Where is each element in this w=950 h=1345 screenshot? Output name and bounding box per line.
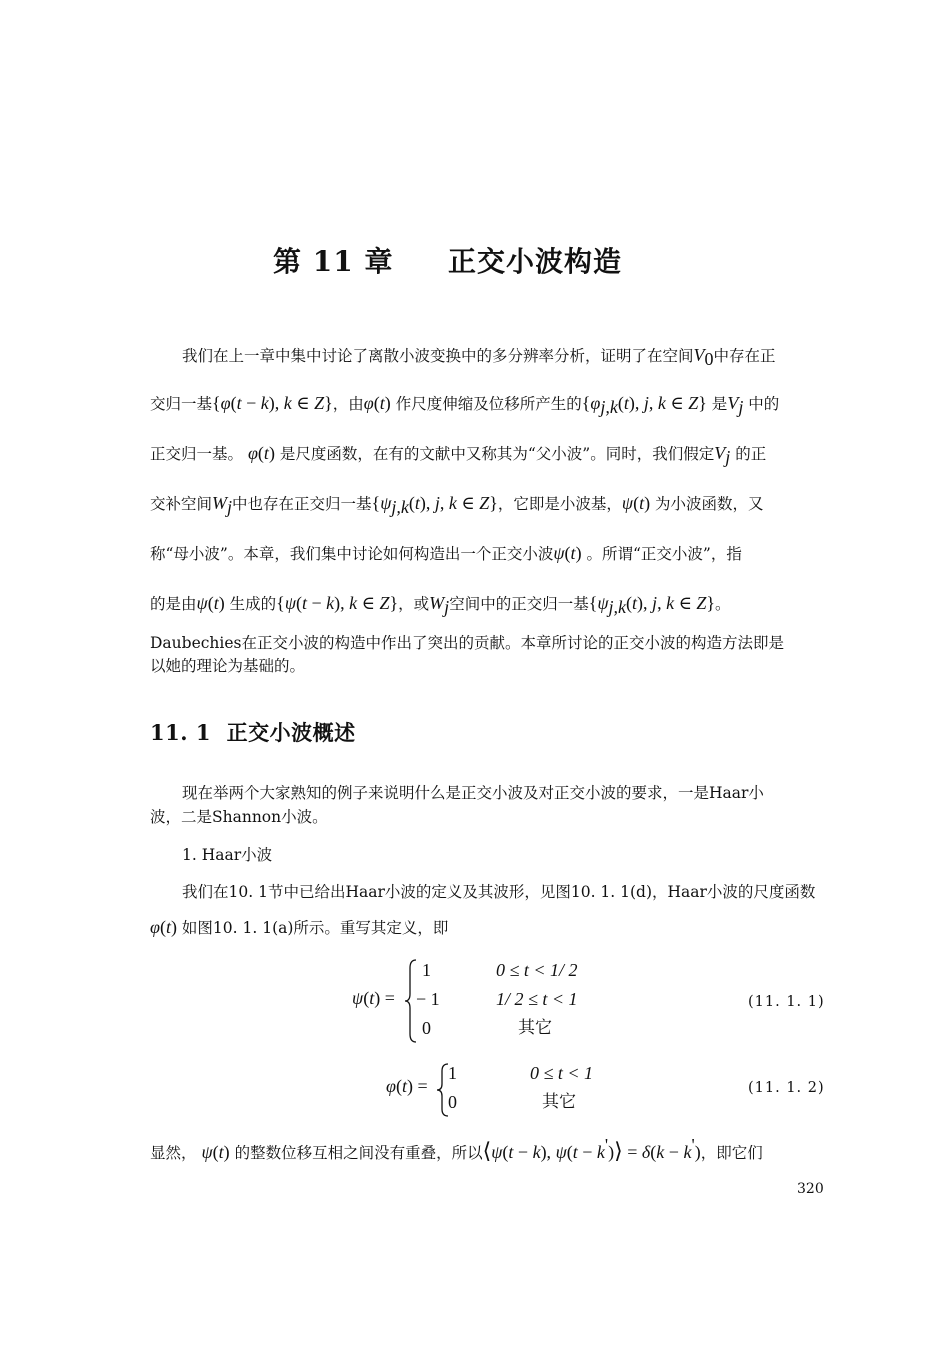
eq2-case-2-condition: 其它 bbox=[542, 1092, 576, 1112]
eq1-case-1-value: 1 bbox=[422, 960, 431, 980]
eq1-case-2-value: − 1 bbox=[416, 989, 440, 1009]
page-number: 320 bbox=[797, 1181, 824, 1197]
section-number: 11. 1 bbox=[150, 720, 211, 745]
eq2-case-1-value: 1 bbox=[448, 1063, 457, 1083]
intro-line-7: Daubechies在正交小波的构造中作出了突出的贡献。本章所讨论的正交小波的构造方法即是 bbox=[150, 634, 784, 652]
intro-line-5: 称“母小波”。本章，我们集中讨论如何构造出一个正交小波ψ(t) 。所谓“正交小波”，指 bbox=[150, 543, 742, 563]
eq1-number: (11. 1. 1) bbox=[748, 994, 825, 1010]
subsection-haar: 1. Haar小波 bbox=[182, 846, 273, 864]
eq1-case-2-condition: 1/ 2 ≤ t < 1 bbox=[496, 989, 578, 1009]
section-para-2-line-1: 我们在10. 1节中已给出Haar小波的定义及其波形，见图10. 1. 1(d)，Haar小波的尺度函数 bbox=[182, 883, 816, 901]
eq2-lhs: φ(t) = bbox=[386, 1076, 428, 1096]
eq2-number: (11. 1. 2) bbox=[748, 1080, 825, 1096]
eq1-lhs: ψ(t) = bbox=[352, 988, 395, 1008]
intro-line-1: 我们在上一章中集中讨论了离散小波变换中的多分辨率分析，证明了在空间$V_0$中存在正 bbox=[182, 345, 776, 369]
intro-line-3: 正交归一基。 φ(t) 是尺度函数，在有的文献中又称其为“父小波”。同时，我们假定$V_j$ 的正 bbox=[150, 443, 767, 467]
section-para-1-line-1: 现在举两个大家熟知的例子来说明什么是正交小波及对正交小波的要求，一是Haar小 bbox=[182, 784, 764, 802]
closing-line: 显然， ψ(t) 的整数位移互相之间没有重叠，所以⟨ψ(t − k), ψ(t − k')⟩ = δ(k − k')，即它们 bbox=[150, 1135, 763, 1163]
eq1-case-1-condition: 0 ≤ t < 1/ 2 bbox=[496, 960, 578, 980]
chapter-label: 第 11 章 bbox=[273, 245, 394, 278]
eq1-case-3-value: 0 bbox=[422, 1018, 431, 1038]
intro-line-2: 交归一基{φ(t − k), k ∈ Z}，由φ(t) 作尺度伸缩及位移所产生的{$\varphi_{j,k}(t)$, j, k ∈ Z} 是$V_j$ 中的 bbox=[150, 393, 780, 417]
section-para-1-line-2: 波，二是Shannon小波。 bbox=[150, 808, 328, 826]
intro-line-6: 的是由ψ(t) 生成的{ψ(t − k), k ∈ Z}，或$W_j$空间中的正交归一基{$\psi_{j,k}(t)$, j, k ∈ Z}。 bbox=[150, 593, 731, 617]
eq2-case-1-condition: 0 ≤ t < 1 bbox=[530, 1063, 594, 1083]
section-title: 正交小波概述 bbox=[226, 720, 356, 745]
intro-line-8: 以她的理论为基础的。 bbox=[150, 657, 306, 675]
intro-line-4: 交补空间$W_j$中也存在正交归一基{$\psi_{j,k}(t)$, j, k ∈ Z}，它即是小波基，ψ(t) 为小波函数，又 bbox=[150, 493, 764, 517]
eq1-case-3-condition: 其它 bbox=[518, 1018, 552, 1038]
eq2-case-2-value: 0 bbox=[448, 1092, 457, 1112]
section-heading bbox=[150, 717, 356, 747]
section-para-2-line-2: φ(t) 如图10. 1. 1(a)所示。重写其定义，即 bbox=[150, 917, 449, 937]
chapter-title: 正交小波构造 bbox=[448, 245, 623, 278]
